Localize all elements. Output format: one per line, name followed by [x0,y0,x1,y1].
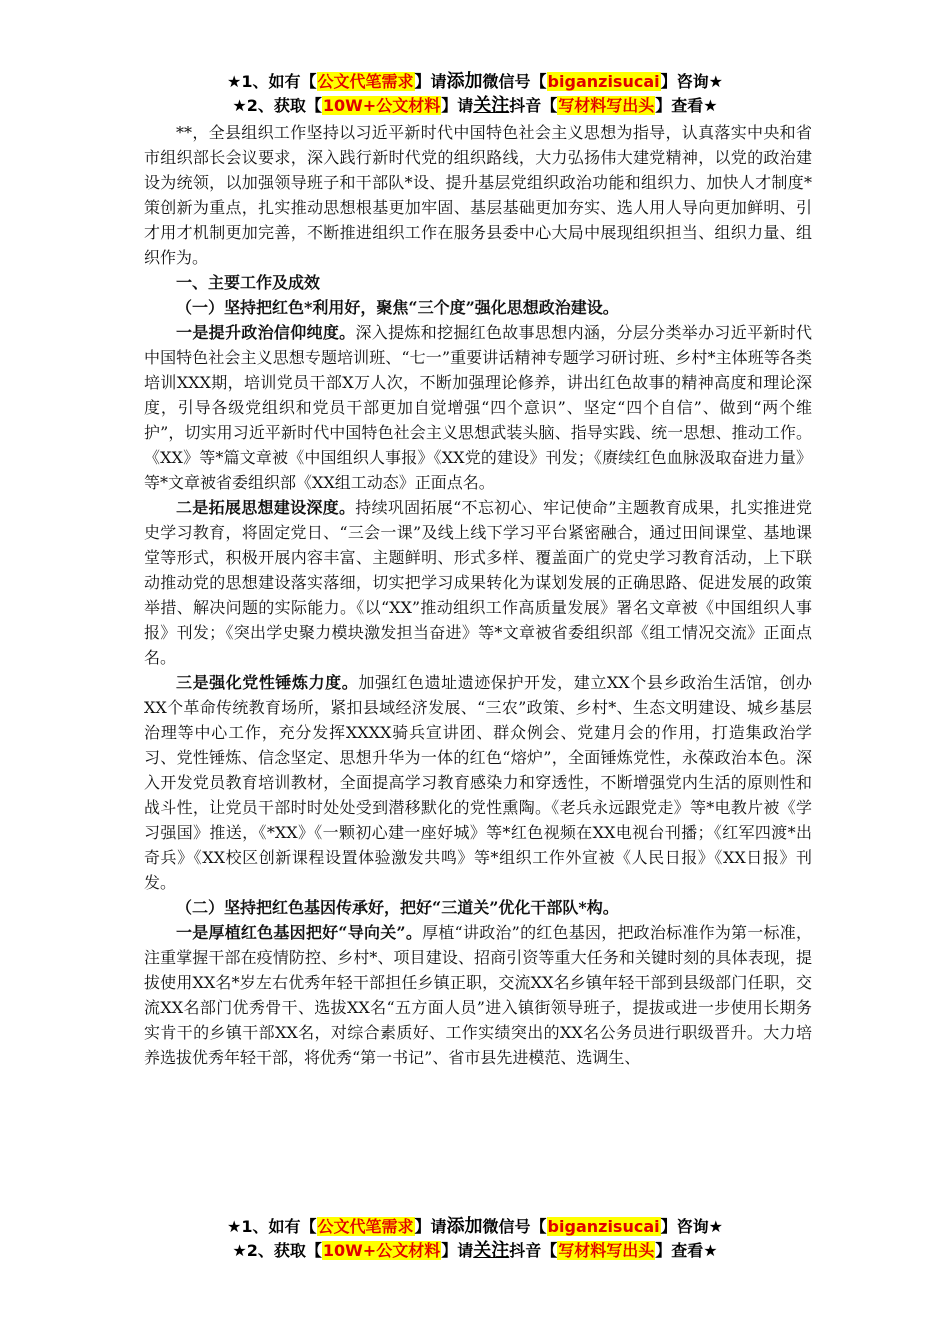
promo-emphasis: 关注 [473,1240,510,1261]
paragraph-text: 持续巩固拓展“不忘初心、牢记使命”主题教育成果，扎实推进党史学习教育，将固定党日、“三会一课”及线上线下学习平台紧密融合，通过田间课堂、基地课堂等形式，积极开展内容丰富、主题鲜明、形式多样、覆盖面广的党史学习教育活动，上下联动推动党的思想建设落实落细，切实把学习成果转化为谋划发展的正确思路、促进发展的政策举措、解决问题的实际能力。《以“XX”推动组织工作高质量发展》署名文章被《中国组织人事报》刊发；《突出学史聚力模块激发担当奋进》等*文章被省委组织部《组工情况交流》正面点名。 [144,498,812,667]
promo-highlight: 写材料写出头 [558,1241,655,1260]
promo-line-1 [0,1215,950,1239]
promo-text: 】咨询★ [660,1217,723,1236]
paragraph-lead: 一是厚植红色基因把好“导向关”。 [176,923,423,942]
promo-text: 微信号【 [482,1217,547,1236]
paragraph-lead: 一是提升政治信仰纯度。 [176,323,356,342]
promo-text: ★1、如有【 [227,1217,317,1236]
promo-text: 】请 [414,72,447,91]
subsection-heading: （一）坚持把红色*利用好，聚焦“三个度”强化思想政治建设。 [176,298,619,317]
promo-text: ★2、获取【 [232,96,322,115]
top-promo-banner [0,70,950,118]
promo-text: 】请 [441,1241,474,1260]
body-paragraph [144,920,812,1070]
promo-highlight: 10W+公文材料 [322,1241,441,1260]
paragraph-text: 加强红色遗址遗迹保护开发，建立XX个县乡政治生活馆，创办XX个革命传统教育场所，紧扣县域经济发展、“三农”政策、乡村*、生态文明建设、城乡基层治理等中心工作，充分发挥XXXX骑兵宣讲团、群众例会、党建月会的作用，打造集政治学习、党性锤炼、信念坚定、思想升华为一体的红色“熔炉”，全面锤炼党性，永葆政治本色。深入开发党员教育培训教材，全面提高学习教育感染力和穿透性，不断增强党内生活的原则性和战斗性，让党员干部时时处处受到潜移默化的党性熏陶。《老兵永远跟党走》等*电教片被《学习强国》推送，《*XX》《一颗初心建一座好城》等*红色视频在XX电视台刊播；《红军四渡*出奇兵》《XX校区创新课程设置体验激发共鸣》等*组织工作外宣被《人民日报》《XX日报》刊发。 [144,673,812,892]
promo-text: 抖音【 [509,96,558,115]
promo-line-1 [0,70,950,94]
promo-text: 】咨询★ [660,72,723,91]
paragraph-text: 深入提炼和挖掘红色故事思想内涵，分层分类举办习近平新时代中国特色社会主义思想专题培训班、“七一”重要讲话精神专题学习研讨班、乡村*主体班等各类培训XXX期，培训党员干部X万人次，不断加强理论修养，讲出红色故事的精神高度和理论深度，引导各级党组织和党员干部更加自觉增强“四个意识”、坚定“四个自信”、做到“两个维护”，切实用习近平新时代中国特色社会主义思想武装头脑、指导实践、统一思想、推动工作。《XX》等*篇文章被《中国组织人事报》《XX党的建设》刊发；《赓续红色血脉汲取奋进力量》等*文章被省委组织部《XX组工动态》正面点名。 [144,323,812,492]
subsection-heading: （二）坚持把红色基因传承好，把好“三道关”优化干部队*构。 [176,898,619,917]
promo-highlight: biganzisucai [547,72,660,91]
promo-text: 抖音【 [509,1241,558,1260]
paragraph-lead: 三是强化党性锤炼力度。 [176,673,359,692]
body-paragraph [144,320,812,495]
promo-text: 】请 [414,1217,447,1236]
promo-text: ★1、如有【 [227,72,317,91]
promo-highlight: biganzisucai [547,1217,660,1236]
promo-text: 微信号【 [482,72,547,91]
paragraph-lead: 二是拓展思想建设深度。 [176,498,356,517]
body-paragraph [144,495,812,670]
promo-highlight: 公文代笔需求 [317,1217,414,1236]
promo-highlight: 写材料写出头 [558,96,655,115]
promo-emphasis: 添加 [446,71,483,92]
promo-highlight: 公文代笔需求 [317,72,414,91]
promo-text: 】查看★ [655,1241,718,1260]
promo-text: 】查看★ [655,96,718,115]
intro-paragraph: **，全县组织工作坚持以习近平新时代中国特色社会主义思想为指导，认真落实中央和省市组织部长会议要求，深入践行新时代党的组织路线，大力弘扬伟大建党精神，以党的政治建设为统领，以加强领导班子和干部队*设、提升基层党组织政治功能和组织力、加快人才制度*策创新为重点，扎实推动思想根基更加牢固、基层基础更加夯实、选人用人导向更加鲜明、引才用才机制更加完善，不断推进组织工作在服务县委中心大局中展现组织担当、组织力量、组织作为。 [144,123,812,267]
promo-text: 】请 [441,96,474,115]
paragraph-text: 厚植“讲政治”的红色基因，把政治标准作为第一标准，注重掌握干部在疫情防控、乡村*、项目建设、招商引资等重大任务和关键时刻的具体表现，提拔使用XX名*岁左右优秀年轻干部担任乡镇正职，交流XX名乡镇年轻干部到县级部门任职，交流XX名部门优秀骨干、选拔XX名“五方面人员”进入镇街领导班子，提拔或进一步使用长期务实肯干的乡镇干部XX名，对综合素质好、工作实绩突出的XX名公务员进行职级晋升。大力培养选拔优秀年轻干部，将优秀“第一书记”、省市县先进模范、选调生、 [144,923,812,1067]
document-body [144,120,812,1070]
body-paragraph [144,670,812,895]
promo-emphasis: 关注 [473,95,510,116]
promo-line-2 [0,1239,950,1263]
promo-emphasis: 添加 [446,1216,483,1237]
bottom-promo-banner [0,1215,950,1263]
promo-line-2 [0,94,950,118]
promo-highlight: 10W+公文材料 [322,96,441,115]
promo-text: ★2、获取【 [232,1241,322,1260]
section-heading: 一、主要工作及成效 [176,273,321,292]
